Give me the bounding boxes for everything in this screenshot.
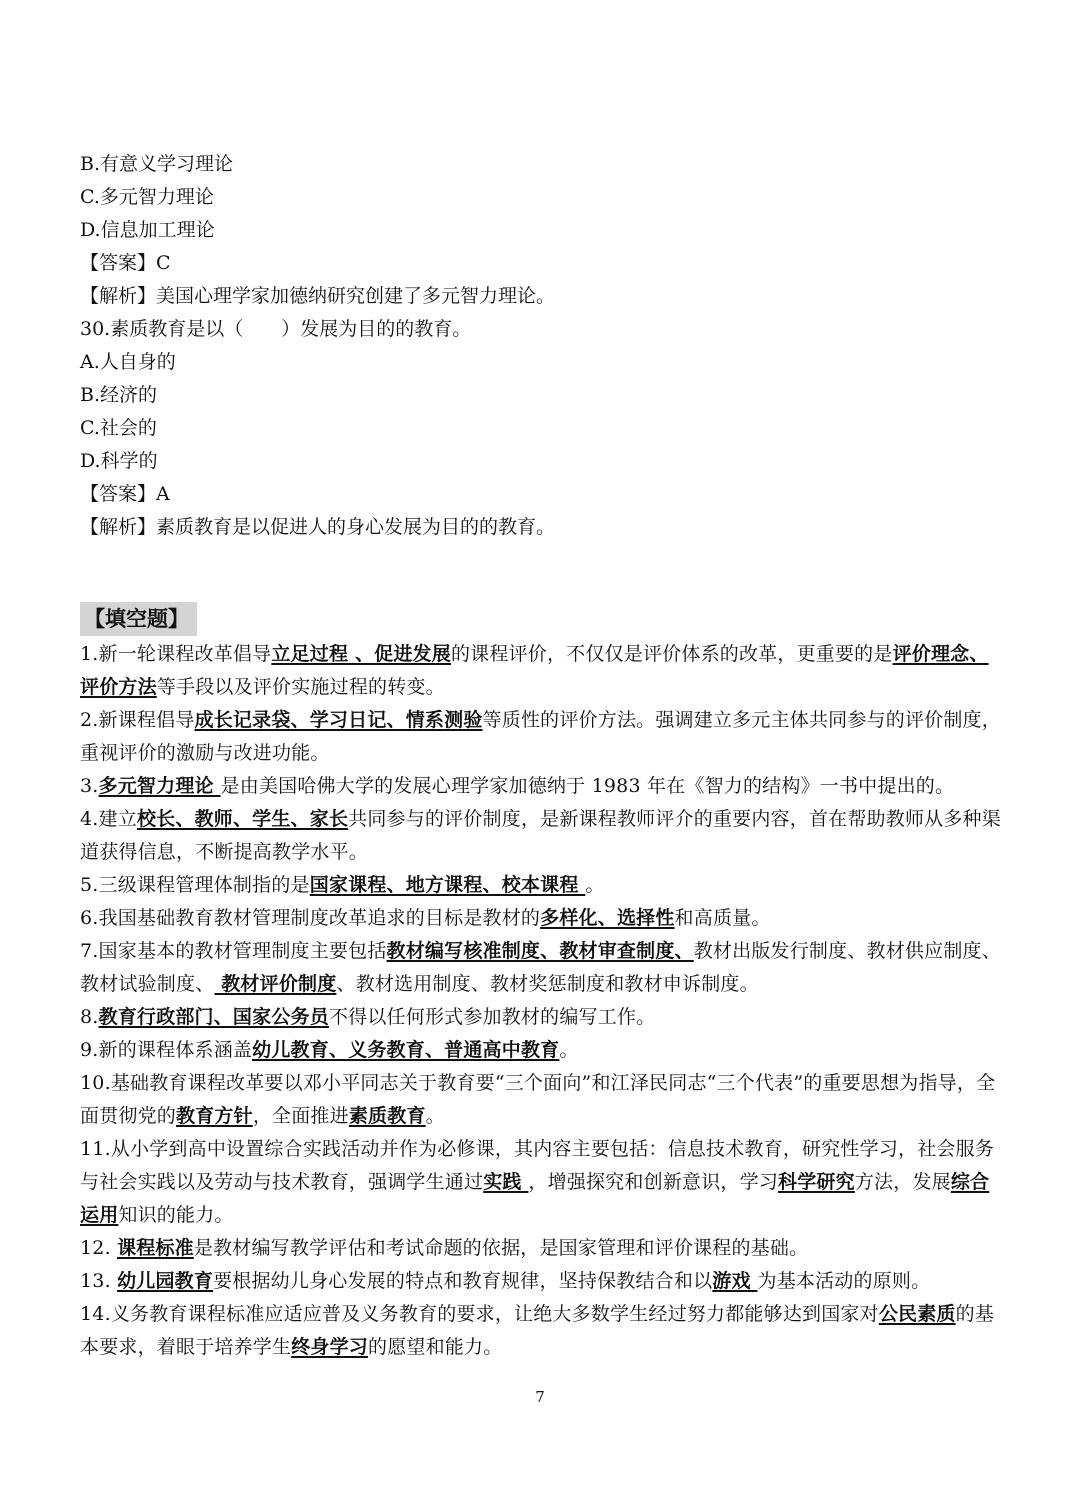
question-text: 、教材选用制度、教材奖惩制度和教材申诉制度。 xyxy=(336,973,759,995)
answer-line: 【答案】C xyxy=(80,252,171,274)
section-spacer xyxy=(80,544,1005,602)
answer-blank: 立足过程 、促进发展 xyxy=(271,643,451,665)
question-text: ，增强探究和创新意识，学习 xyxy=(528,1171,779,1193)
question-text: 2.新课程倡导 xyxy=(80,709,195,731)
option-d-line: D.信息加工理论 xyxy=(80,219,215,241)
fill-question-11 xyxy=(80,1133,1005,1232)
explanation-line: 【解析】素质教育是以促进人的身心发展为目的的教育。 xyxy=(80,516,556,538)
answer-line: 【答案】A xyxy=(80,483,170,505)
option-b-line: B.有意义学习理论 xyxy=(80,153,234,175)
fill-question-13 xyxy=(80,1265,1005,1298)
question-text: 13. xyxy=(80,1270,118,1292)
choice-section xyxy=(80,148,1005,544)
answer-blank: 多元智力理论 xyxy=(98,775,221,797)
question-text: 等质性的评价方法。强调建立多元主体共同参与的评价制度，重视评价的激励与改进功能。 xyxy=(80,709,1001,764)
answer-blank: 终身学习 xyxy=(291,1336,369,1358)
question-text: 5.三级课程管理体制指的是 xyxy=(80,874,310,896)
answer-blank: 评价理念、评价方法 xyxy=(80,643,989,698)
fill-in-section xyxy=(80,602,1005,1364)
fill-in-section-header: 【填空题】 xyxy=(80,602,197,636)
option-c-line: C.多元智力理论 xyxy=(80,186,214,208)
question-text: 等手段以及评价实施过程的转变。 xyxy=(156,676,445,698)
question-text: 的课程评价，不仅仅是评价体系的改革，更重要的是 xyxy=(450,643,893,665)
answer-blank: 多样化、选择性 xyxy=(540,907,675,929)
question-text: 8. xyxy=(80,1006,99,1028)
question-text: 。 xyxy=(559,1039,579,1061)
answer-blank: 公民素质 xyxy=(878,1303,956,1325)
answer-blank: 校长、教师、学生、家长 xyxy=(136,808,349,830)
answer-blank: 课程标准 xyxy=(117,1237,194,1259)
answer-blank: 教材编写核准制度、教材审查制度、 xyxy=(386,940,694,962)
answer-blank: 成长记录袋、学习日记、情系测验 xyxy=(194,709,483,731)
question-text: 。 xyxy=(425,1105,445,1127)
question-text: 1.新一轮课程改革倡导 xyxy=(80,643,272,665)
question-text: 的愿望和能力。 xyxy=(368,1336,503,1358)
question-text: 是教材编写教学评估和考试命题的依据，是国家管理和评价课程的基础。 xyxy=(193,1237,809,1259)
question-text: 。 xyxy=(585,874,605,896)
question-text: 要根据幼儿身心发展的特点和教育规律，坚持保教结合和以 xyxy=(213,1270,713,1292)
question-text: 的基本要求，着眼于培养学生 xyxy=(80,1303,995,1358)
fill-question-10 xyxy=(80,1067,1005,1133)
fill-question-4 xyxy=(80,803,1005,869)
option-d-line: D.科学的 xyxy=(80,450,158,472)
question-text: 共同参与的评价制度，是新课程教师评介的重要内容，首在帮助教师从多种渠道获得信息，不断提高教学水平。 xyxy=(80,808,1001,863)
option-a-line: A.人自身的 xyxy=(80,351,176,373)
answer-blank: 综合运用 xyxy=(80,1171,990,1226)
answer-blank: 素质教育 xyxy=(348,1105,426,1127)
answer-blank: 实践 xyxy=(483,1171,529,1193)
question-text: ，全面推进 xyxy=(252,1105,349,1127)
document-page xyxy=(80,148,1005,1364)
fill-question-7 xyxy=(80,935,1005,1001)
fill-question-1 xyxy=(80,638,1005,704)
option-b-line: B.经济的 xyxy=(80,384,158,406)
fill-question-5 xyxy=(80,869,1005,902)
fill-question-2 xyxy=(80,704,1005,770)
question-text: 为基本活动的原则。 xyxy=(757,1270,931,1292)
question-text: 6.我国基础教育教材管理制度改革追求的目标是教材的 xyxy=(80,907,541,929)
question-text: 3. xyxy=(80,775,99,797)
question-text: 9.新的课程体系涵盖 xyxy=(80,1039,253,1061)
fill-question-14 xyxy=(80,1298,1005,1364)
fill-question-8 xyxy=(80,1001,1005,1034)
answer-blank: 教育行政部门、国家公务员 xyxy=(98,1006,329,1028)
question-text: 10.基础教育课程改革要以邓小平同志关于教育要“三个面向”和江泽民同志“三个代表”的重要思想为指导，全面贯彻党的 xyxy=(80,1072,996,1127)
fill-question-12 xyxy=(80,1232,1005,1265)
answer-blank: 科学研究 xyxy=(778,1171,855,1193)
question-text: 和高质量。 xyxy=(674,907,771,929)
question-text: 14.义务教育课程标准应适应普及义务教育的要求，让绝大多数学生经过努力都能够达到国家对 xyxy=(80,1303,879,1325)
answer-blank: 国家课程、地方课程、校本课程 xyxy=(309,874,586,896)
explanation-line: 【解析】美国心理学家加德纳研究创建了多元智力理论。 xyxy=(80,285,556,307)
option-c-line: C.社会的 xyxy=(80,417,157,439)
question-text: 知识的能力。 xyxy=(118,1204,234,1226)
answer-blank: 游戏 xyxy=(712,1270,758,1292)
question-text: 12. xyxy=(80,1237,118,1259)
question-text: 11.从小学到高中设置综合实践活动并作为必修课，其内容主要包括：信息技术教育，研究性学习，社会服务与社会实践以及劳动与技术教育，强调学生通过 xyxy=(80,1138,995,1193)
answer-blank: 教育方针 xyxy=(176,1105,253,1127)
fill-question-6 xyxy=(80,902,1005,935)
fill-question-3 xyxy=(80,770,1005,803)
question-text: 方法，发展 xyxy=(854,1171,951,1193)
answer-blank: 幼儿教育、义务教育、普通高中教育 xyxy=(252,1039,560,1061)
answer-blank: 教材评价制度 xyxy=(214,973,337,995)
question-text: 7.国家基本的教材管理制度主要包括 xyxy=(80,940,387,962)
answer-blank: 幼儿园教育 xyxy=(117,1270,214,1292)
question-30: 30.素质教育是以（ ）发展为目的的教育。 xyxy=(80,318,472,340)
question-text: 不得以任何形式参加教材的编写工作。 xyxy=(328,1006,656,1028)
question-text: 4.建立 xyxy=(80,808,137,830)
question-text: 是由美国哈佛大学的发展心理学家加德纳于 1983 年在《智力的结构》一书中提出的。 xyxy=(220,775,955,797)
fill-question-9 xyxy=(80,1034,1005,1067)
question-text: 教材出版发行制度、教材供应制度、教材试验制度、 xyxy=(80,940,1001,995)
page-number: 7 xyxy=(535,1388,545,1406)
